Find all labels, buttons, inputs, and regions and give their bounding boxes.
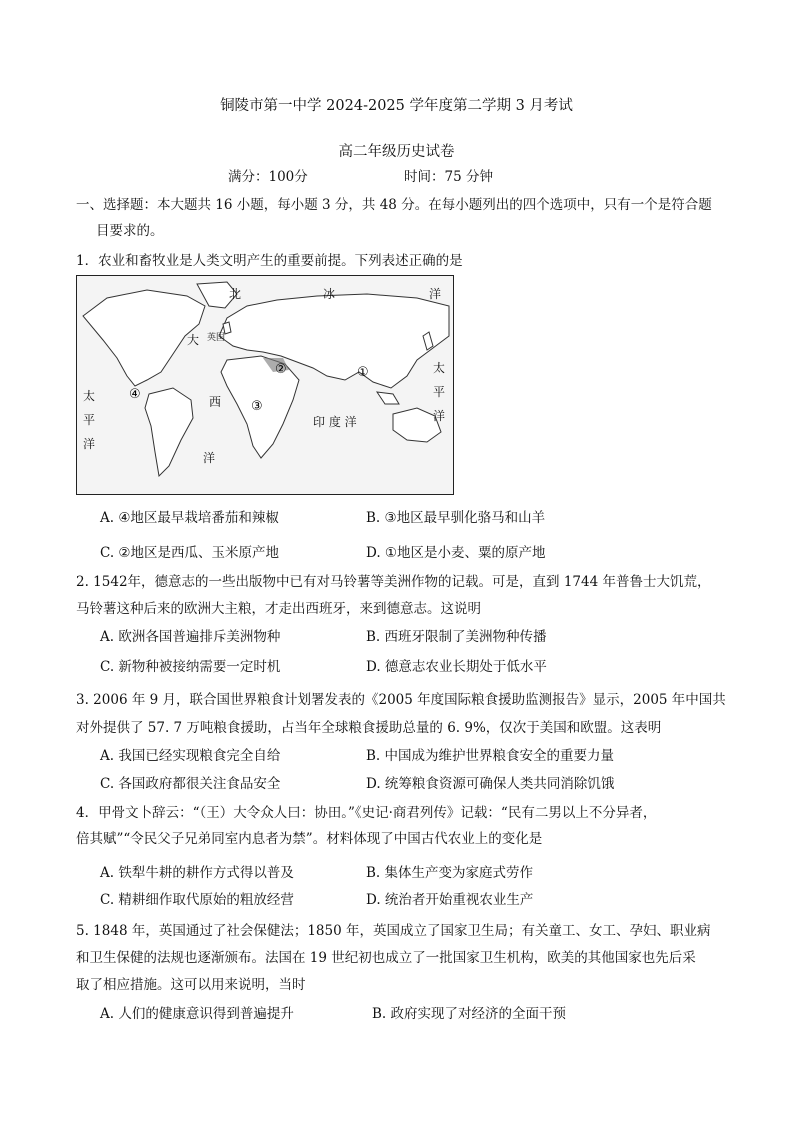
label-south-ocean: 洋	[203, 451, 216, 465]
q4-option-a: A. 铁犁牛耕的耕作方式得以普及	[100, 865, 294, 881]
q1-option-c: C. ②地区是西瓜、玉米原产地	[100, 545, 280, 561]
label-pacific-left3: 洋	[83, 437, 96, 451]
question-3-stem-2: 对外提供了 57. 7 万吨粮食援助，占当年全球粮食援助总量的 6. 9%，仅次于美国和欧盟。这表明	[76, 720, 662, 736]
question-5-stem-3: 取了相应措施。这可以用来说明，当时	[76, 977, 306, 993]
q3-option-a: A. 我国已经实现粮食完全自给	[100, 748, 281, 764]
label-ocean-ne: 洋	[429, 287, 442, 301]
label-pacific-left2: 平	[83, 413, 96, 427]
q3-option-b: B. 中国成为维护世界粮食安全的重要力量	[366, 748, 615, 764]
label-north2: 冰	[323, 287, 336, 301]
q4-option-b: B. 集体生产变为家庭式劳作	[366, 865, 534, 881]
world-map-figure	[76, 275, 454, 495]
label-indian: 印 度 洋	[313, 415, 357, 429]
marker-1: ①	[357, 365, 369, 380]
question-5-stem-2: 和卫生保健的法规也逐渐颁布。法国在 19 世纪初也成立了一批国家卫生机构，欧美的其他国家也先后采	[76, 950, 696, 966]
question-4-stem-2: 倍其赋”“令民父子兄弟同室内息者为禁”。材料体现了中国古代农业上的变化是	[76, 831, 543, 847]
q4-option-c: C. 精耕细作取代原始的粗放经营	[100, 892, 294, 908]
q5-option-a: A. 人们的健康意识得到普遍提升	[100, 1006, 294, 1022]
q5-option-b: B. 政府实现了对经济的全面干预	[372, 1006, 567, 1022]
section-instructions-cont: 目要求的。	[96, 223, 164, 239]
label-pacific-right3: 洋	[433, 409, 446, 423]
q1-option-d: D. ①地区是小麦、粟的原产地	[366, 545, 546, 561]
q1-option-a: A. ④地区最早栽培番茄和辣椒	[100, 510, 279, 526]
q3-option-c: C. 各国政府都很关注食品安全	[100, 776, 281, 792]
marker-2: ②	[275, 362, 287, 377]
label-atlantic-w: 西	[209, 395, 222, 409]
exam-time: 时间：75 分钟	[404, 169, 493, 185]
islands-shape	[377, 392, 399, 404]
q4-option-d: D. 统治者开始重视农业生产	[366, 892, 534, 908]
q2-option-c: C. 新物种被接纳需要一定时机	[100, 659, 281, 675]
label-north1: 北	[229, 287, 242, 301]
marker-3: ③	[251, 399, 263, 414]
label-pacific-right2: 平	[433, 385, 446, 399]
question-2-stem-1: 2. 1542年，德意志的一些出版物中已有对马铃薯等美洲作物的记载。可是，直到 1744 年普鲁士大饥荒，	[76, 574, 711, 590]
south-america-shape	[145, 388, 193, 476]
full-score: 满分：100分	[228, 169, 308, 185]
label-uk: 英国	[207, 333, 226, 343]
q1-option-b: B. ③地区最早驯化骆马和山羊	[366, 510, 546, 526]
question-2-stem-2: 马铃薯这种后来的欧洲大主粮，才走出西班牙，来到德意志。这说明	[76, 601, 481, 617]
q2-option-a: A. 欧洲各国普遍排斥美洲物种	[100, 629, 281, 645]
label-pacific-left1: 太	[83, 389, 96, 403]
q2-option-d: D. 德意志农业长期处于低水平	[366, 659, 547, 675]
question-1-stem: 1．农业和畜牧业是人类文明产生的重要前提。下列表述正确的是	[76, 253, 463, 269]
question-5-stem-1: 5. 1848 年，英国通过了社会保健法；1850 年，英国成立了国家卫生局；有关童工、女工、孕妇、职业病	[76, 923, 711, 939]
marker-4: ④	[129, 387, 141, 402]
question-4-stem-1: 4．甲骨文卜辞云：“（王）大令众人曰：协田。”《史记·商君列传》记载：“民有二男以上不分异者，	[76, 805, 657, 821]
label-atlantic1: 大	[187, 333, 200, 347]
q2-option-b: B. 西班牙限制了美洲物种传播	[366, 629, 547, 645]
exam-title: 铜陵市第一中学 2024-2025 学年度第二学期 3 月考试	[220, 98, 573, 114]
exam-subtitle: 高二年级历史试卷	[338, 144, 455, 160]
section-instructions: 一、选择题：本大题共 16 小题，每小题 3 分，共 48 分。在每小题列出的四个选项中，只有一个是符合题	[76, 197, 712, 213]
q3-option-d: D. 统筹粮食资源可确保人类共同消除饥饿	[366, 776, 615, 792]
question-3-stem-1: 3. 2006 年 9 月，联合国世界粮食计划署发表的《2005 年度国际粮食援助监测报告》显示，2005 年中国共	[76, 692, 726, 708]
world-map-svg	[77, 276, 453, 494]
label-pacific-right1: 太	[433, 361, 446, 375]
